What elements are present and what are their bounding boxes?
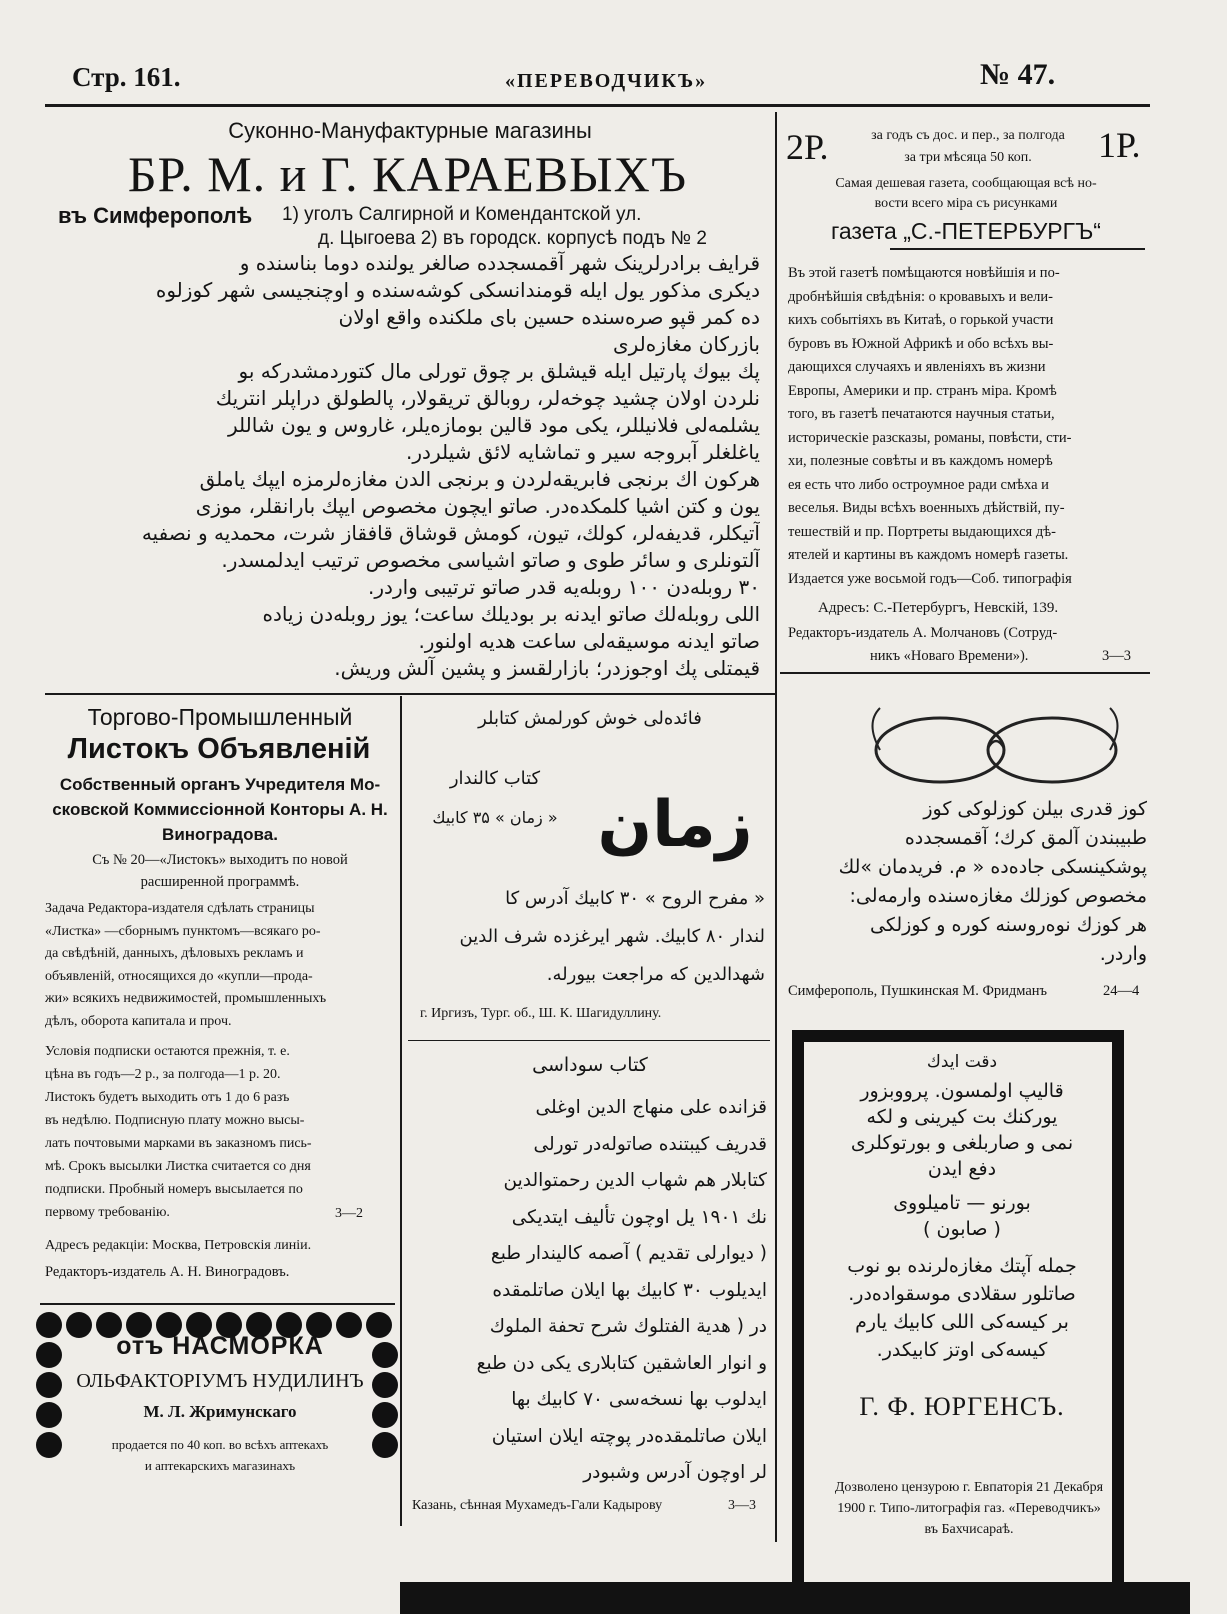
jurgens-line: دفع ایدن	[927, 1158, 997, 1180]
spb-body-line: того, въ газетѣ печатаются научныя статьи,	[788, 406, 1055, 422]
spb-price-half: 1Р.	[1098, 125, 1141, 165]
listok-terms-line: въ недѣлю. Подписную плату можно высы-	[45, 1113, 305, 1128]
spb-body-line: Европы, Америки и пр. странъ міра. Кромѣ	[788, 382, 1057, 399]
listok-sub-line: сковской Коммиссіонной Конторы А. Н.	[52, 800, 388, 819]
spb-body-line: ятелей и картины въ каждомъ номерѣ газеты.	[788, 547, 1069, 563]
listok-terms-line: лать почтовыми марками въ заказномъ пись-	[45, 1136, 312, 1151]
nudilin-line4: продается по 40 коп. во всѣхъ аптекахъ	[111, 1437, 329, 1452]
listok-terms	[45, 1040, 395, 1224]
row-divider-right	[780, 672, 1150, 674]
row-divider-left-bottom	[40, 1303, 395, 1305]
karaev-arabic-line: یون و کتن اشیا کلمکده‌در. صاتو ایچون مخصوص ایپك بارانقلر، موزی	[195, 494, 760, 518]
row-divider-left	[45, 693, 775, 695]
jurgens-lines	[812, 1078, 1112, 1182]
zaman-logo: زمان	[597, 788, 753, 862]
listok-body-line: «Листка» —сборнымъ пунктомъ—всякаго ро-	[45, 923, 321, 939]
karaev-arabic-line: ۳۰ روبله‌دن ۱۰۰ روبله‌یه قدر صاتو ترتیبی واردر.	[368, 575, 760, 599]
jurgens-line2: کیسه‌کی اوتز کابیکدر.	[876, 1339, 1048, 1361]
jurgens-line2: بر کیسه‌کی اللی کابیك یارم	[855, 1311, 1069, 1333]
spb-body-line: буровъ въ Южной Африкѣ и обо всѣхъ вы-	[788, 335, 1054, 352]
fridman-line: کوز قدری بیلن کوزلوکی کوز	[923, 798, 1147, 820]
ornament-dot	[36, 1372, 62, 1398]
karaev-address2: д. Цыгоева 2) въ городск. корпусѣ подъ № 2	[318, 228, 707, 249]
ornament-dot	[36, 1342, 62, 1368]
karaev-arabic-line: بازرکان مغازه‌لری	[612, 332, 760, 356]
karaev-arabic-line: هرکون اك برنجی فابریقه‌لردن و برنجی الدن مغازه‌لرمزه ایپك یاملق	[199, 467, 760, 491]
listok-sub-line: Собственный органъ Учредителя Мо-	[59, 775, 381, 794]
spb-body	[788, 262, 1150, 591]
karaev-arabic-line: ده کمر قپو صره‌سنده حسین بای ملکنده واقع اولان	[338, 305, 760, 329]
karaev-arabic-line: اللی روبله‌لك صاتو ایدنه بر بودیلك ساعت؛ یوز روبله‌دن زیاده	[262, 602, 760, 626]
karaev-arabic-line: یشلمه‌لی فلانیللر، یکی مود قالین بومازه‌یلر، غاروس و یون شاللر	[227, 413, 760, 437]
spb-body-line: Издается уже восьмой годъ—Соб. типографія	[788, 570, 1072, 587]
spb-body-line: дающихся случаяхъ и явленіяхъ въ жизни	[788, 359, 1046, 375]
spb-slogan1: Самая дешевая газета, сообщающая всѣ но-	[835, 176, 1097, 191]
kitab-line: نك ۱۹۰۱ یل اوچون تألیف ایتدیکی	[511, 1206, 767, 1228]
spb-body-line: хи, полезные совѣты и въ каждомъ номерѣ	[788, 453, 1053, 469]
spb-name: газета „С.-ПЕТЕРБУРГЪ“	[831, 218, 1101, 244]
listok-terms-line: Условія подписки остаются прежнія, т. е.	[45, 1044, 290, 1059]
column-divider-mid	[400, 696, 402, 1526]
listok-lead2: расширенной программѣ.	[140, 874, 300, 890]
jurgens-line2: جمله آپتك مغازه‌لرنده بو نوب	[847, 1255, 1077, 1277]
listok-title2: Листокъ Объявленій	[67, 733, 371, 765]
spb-price-text1: за годъ съ дос. и пер., за полгода	[871, 128, 1065, 143]
jurgens-line: قالیپ اولمسون. پرووبزور	[860, 1080, 1064, 1102]
karaev-arabic-line: یاغلغلر آبروجه سیر و تماشایه لائق شیلردر.	[406, 440, 760, 464]
spb-address: Адресъ: С.-Петербургъ, Невскій, 139.	[818, 600, 1059, 616]
spb-body-line: историческіе разсказы, романы, повѣсти, сти-	[788, 429, 1072, 446]
listok-terms-line: мѣ. Срокъ высылки Листка считается со дня	[45, 1159, 311, 1174]
karaev-arabic-line: قرایف برادرلرینک شهر آقمسجدده صالغر یولنده دوما بناسنده و	[239, 251, 760, 275]
listok-editor: Редакторъ-издатель А. Н. Виноградовъ.	[45, 1264, 290, 1280]
kitab-line: قزانده علی منهاج الدین اوغلی	[535, 1097, 767, 1118]
listok-body-line: Задача Редактора-издателя сдѣлать страницы	[45, 901, 315, 916]
fridman-address: Симферополь, Пушкинская М. Фридманъ	[788, 983, 1048, 999]
ornament-dot	[372, 1342, 398, 1368]
spb-editor2: никъ «Новаго Времени»).	[870, 648, 1029, 664]
listok-sub-line: Виноградова.	[162, 825, 278, 844]
karaev-arabic-line: آتیکلر، قدیفه‌لر، کولك، تیون، کومش قوشاق قافقاز شرت، محمدیه و نصفیه	[141, 521, 760, 545]
kitab-line: ( دیوارلی تقدیم ) آصمه کالیندار طبع	[490, 1243, 767, 1264]
karaev-line1: Суконно-Мануфактурные магазины	[228, 118, 592, 143]
ornament-dot	[36, 1312, 62, 1338]
karaev-arabic-line: پك بیوك پارتیل ایله قیشلق بر چوق تورلی مال کتوردمشدرکه بو	[238, 359, 760, 383]
spb-body-line: кихъ событіяхъ въ Китаѣ, о горькой участи	[788, 312, 1054, 328]
listok-terms-line: цѣна въ годъ—2 р., за полгода—1 р. 20.	[45, 1067, 281, 1082]
zaman-line2: « مفرح الروح » ۳۰ کابیك آدرس کا	[505, 888, 765, 909]
jurgens-product2: ( صابون )	[923, 1218, 1001, 1240]
karaev-address1: 1) уголъ Салгирной и Комендантской ул.	[282, 204, 642, 225]
kitab-line: ایلان صاتلمقده‌در پوچته ایلان استیان	[491, 1425, 767, 1447]
kitab-line: ایدیلوب ۳۰ کابیك بها ایلان صاتلمقده	[492, 1279, 767, 1301]
listok-code: 3—2	[335, 1206, 363, 1221]
fridman-line: واردر.	[1099, 943, 1147, 965]
listok-sub	[45, 772, 395, 847]
kitab-line: کتابلار هم شهاب الدین رحمتوالدین	[503, 1170, 767, 1191]
page-number: Стр. 161.	[72, 62, 181, 92]
kitab-line: قدریف کیبتنده صاتوله‌در تورلی	[533, 1133, 767, 1155]
listok-body	[45, 898, 395, 1033]
ornament-dot	[372, 1402, 398, 1428]
spb-body-line: ея есть что либо остроумное ради смѣха и	[788, 476, 1049, 493]
fridman-line: طبیبندن آلمق کرك؛ آقمسجدده	[904, 827, 1147, 849]
row-divider-mid	[408, 1040, 770, 1041]
header-rule	[45, 104, 1150, 107]
kitab-lines	[412, 1090, 767, 1492]
karaev-arabic-line: نلردن اولان چشید چوخه‌لر، روبالق تریقولار، پالطولق دراپلر انتریك	[215, 386, 760, 410]
issue-number: № 47.	[980, 58, 1056, 91]
newspaper-title: «ПЕРЕВОДЧИКЪ»	[505, 70, 708, 92]
jurgens-title: دقت ایدك	[926, 1052, 998, 1072]
imprint-line3: въ Бахчисараѣ.	[924, 1522, 1014, 1537]
kitab-line: در ( هدیة الفتلوك شرح تحفة الملوك	[489, 1316, 767, 1337]
imprint-line1: Дозволено цензурою г. Евпаторія 21 Декабря	[834, 1480, 1104, 1495]
zaman-line3: لندار ۸۰ کابیك. شهر ایرغزده شرف الدین	[459, 926, 765, 947]
fridman-line: پوشکینسکی جاده‌ده « م. فریدمان »لك	[838, 856, 1147, 878]
kitab-code: 3—3	[728, 1498, 756, 1513]
kitab-address: Казань, сѣнная Мухамедъ-Гали Кадырову	[412, 1498, 663, 1513]
spb-price-text2: за три мѣсяца 50 коп.	[904, 150, 1032, 165]
spb-body-line: веселья. Виды всѣхъ военныхъ дѣйствій, пу-	[788, 500, 1065, 516]
fridman-lines	[785, 795, 1147, 969]
karaev-name: БР. М. и Г. КАРАЕВЫХЪ	[127, 146, 688, 202]
fridman-line: هر کوزك نوه‌روسنه کوره و کوزلکی	[870, 914, 1147, 936]
nudilin-line1: отъ НАСМОРКА	[116, 1332, 324, 1360]
column-divider-right	[775, 112, 777, 1542]
karaev-arabic-text	[38, 250, 760, 682]
zaman-top: فائده‌لی خوش کورلمش کتابلر	[478, 708, 702, 729]
zaman-address: г. Иргизъ, Тург. об., Ш. К. Шагидуллину.	[420, 1006, 662, 1021]
ornament-dot	[36, 1402, 62, 1428]
spb-editor1: Редакторъ-издатель А. Молчановъ (Сотруд-	[788, 625, 1058, 641]
nudilin-line3: М. Л. Жримунскаго	[143, 1402, 297, 1421]
listok-body-line: жи» всякихъ недвижимостей, промышленныхъ	[45, 991, 327, 1006]
spectacles-icon	[860, 688, 1130, 798]
listok-terms-line: подписки. Пробный номеръ высылается по	[45, 1182, 303, 1197]
listok-body-line: да свѣдѣній, данныхъ, дѣловыхъ рекламъ и	[45, 946, 304, 961]
jurgens-name: Г. Ф. ЮРГЕНСЪ.	[859, 1392, 1065, 1421]
spb-body-line: Въ этой газетѣ помѣщаются новѣйшія и по-	[788, 265, 1060, 281]
kitab-line: و انوار العاشقین کتابلاری یکی دن طبع	[476, 1352, 767, 1374]
zaman-line4: شهدالدین که مراجعت بیورله.	[546, 964, 765, 985]
spb-code: 3—3	[1102, 648, 1131, 664]
karaev-city: въ Симферополѣ	[58, 203, 253, 228]
karaev-arabic-line: آلتونلری و سائر طوی و صاتو اشیاسی مخصوص ترتیب ایدلمسدر.	[221, 548, 760, 572]
zaman-price: « زمان » ۳۵ کابیك	[432, 808, 558, 827]
scan-edge	[400, 1582, 1190, 1614]
imprint-line2: 1900 г. Типо-литографія газ. «Переводчикъ»	[837, 1501, 1101, 1516]
listok-terms-line: первому требованію.	[45, 1205, 170, 1220]
listok-address: Адресъ редакціи: Москва, Петровскія линіи.	[45, 1238, 312, 1253]
spb-slogan2: вости всего міра съ рисунками	[874, 196, 1058, 211]
nudilin-line2: ОЛЬФАКТОРІУМЪ НУДИЛИНЪ	[76, 1370, 364, 1392]
kitab-title: کتاب سوداسی	[532, 1054, 648, 1076]
spb-name-underline	[890, 248, 1145, 250]
zaman-book: کتاب کالندار	[449, 768, 541, 789]
fridman-line: مخصوص کوزلك مغازه‌سنده وارمه‌لی:	[849, 885, 1147, 907]
spb-price-year: 2Р.	[786, 127, 829, 167]
spb-body-line: дробнѣйшія свѣдѣнія: о кровавыхъ и вели-	[788, 288, 1053, 305]
jurgens-lines2	[812, 1252, 1112, 1364]
nudilin-line5: и аптекарскихъ магазинахъ	[144, 1458, 296, 1473]
listok-body-line: дѣлъ, оборота капитала и проч.	[45, 1013, 232, 1029]
jurgens-line: نمی و صاربلغی و بورتوکلری	[850, 1132, 1074, 1154]
karaev-arabic-line: دیکری مذکور یول ایله قومندانسکی کوشه‌سنده و اوچنجیسی شهر کوزلوه	[155, 278, 760, 302]
listok-title1: Торгово-Промышленный	[87, 704, 353, 730]
listok-terms-line: Листокъ будетъ выходить отъ 1 до 6 разъ	[45, 1090, 290, 1105]
karaev-arabic-line: قیمتلی پك اوجوزدر؛ بازارلقسز و پشین آلش وریش.	[334, 656, 760, 680]
kitab-line: لر اوچون آدرس وشبودر	[583, 1462, 767, 1483]
karaev-arabic-line: صاتو ایدنه موسیقه‌لی ساعت هدیه اولنور.	[418, 629, 760, 653]
listok-body-line: объявленій, относящихся до «купли—прода-	[45, 968, 313, 984]
spb-body-line: тешествій и пр. Портреты выдающихся дѣ-	[788, 523, 1056, 540]
jurgens-line2: صاتلور سقلادی موسقواده‌در.	[848, 1283, 1076, 1305]
kitab-line: ایدلوب بها نسخه‌سی ۷۰ کابیك بها	[511, 1389, 767, 1410]
listok-lead1: Съ № 20—«Листокъ» выходитъ по новой	[92, 852, 348, 868]
jurgens-product: بورنو — تامیلووی	[893, 1192, 1031, 1214]
fridman-code: 24—4	[1103, 983, 1140, 999]
jurgens-line: یورکنك بت کیرینی و لکه	[866, 1106, 1058, 1128]
